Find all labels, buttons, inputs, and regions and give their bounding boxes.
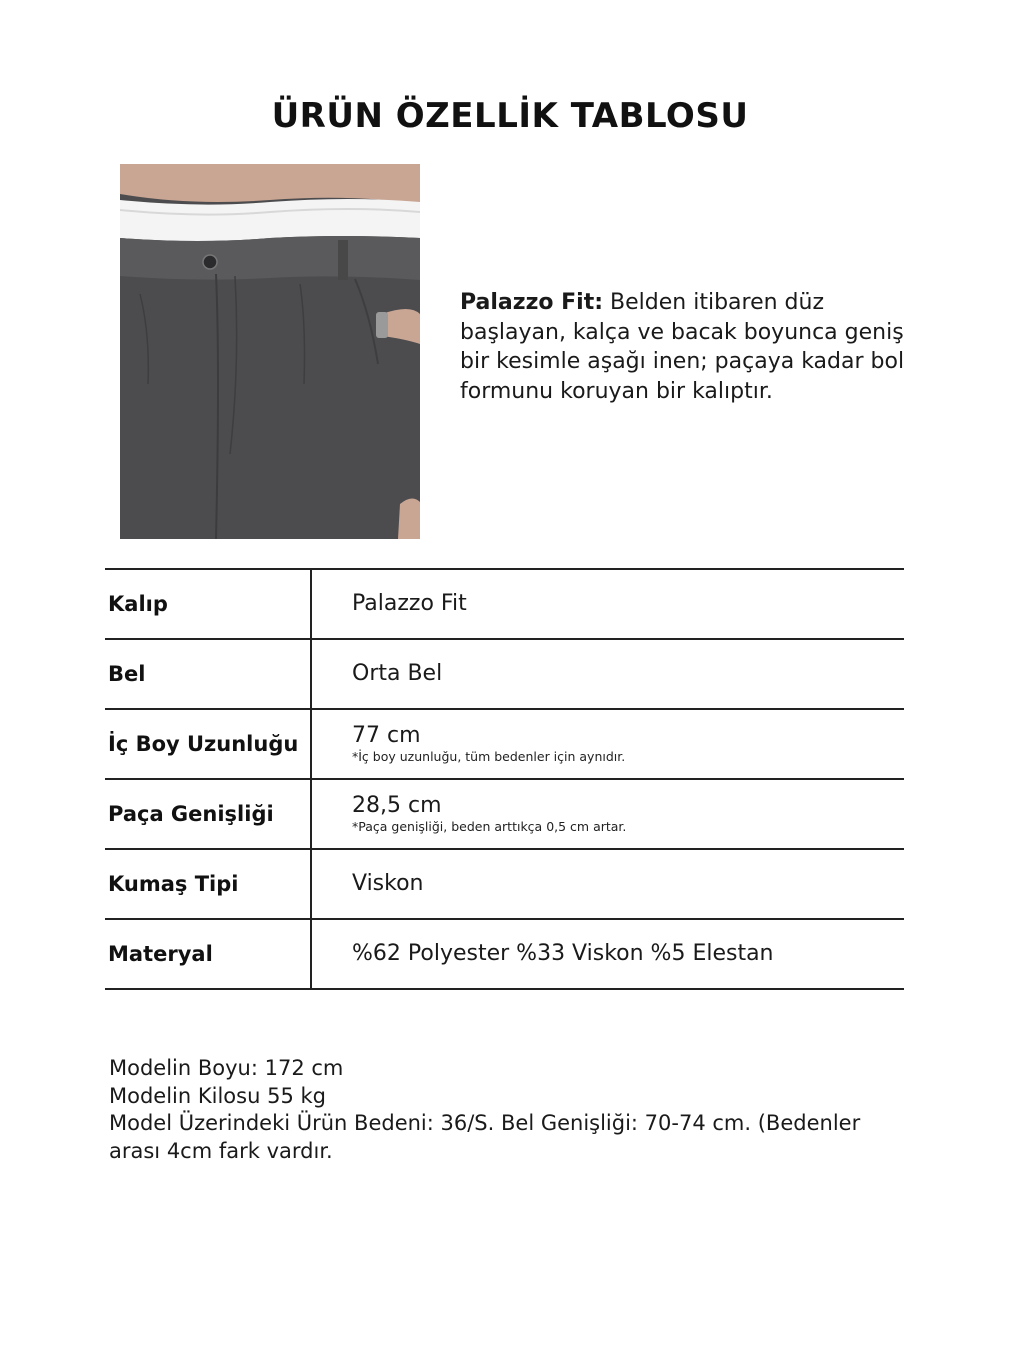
spec-value: Viskon [352, 871, 424, 896]
table-row [105, 709, 904, 779]
button [203, 255, 217, 269]
spec-label: Paça Genişliği [105, 779, 311, 849]
spec-label: Bel [105, 639, 311, 709]
hand [398, 498, 420, 539]
spec-label: İç Boy Uzunluğu [105, 709, 311, 779]
page-title: ÜRÜN ÖZELLİK TABLOSU [271, 96, 749, 136]
spec-table [105, 568, 904, 990]
spec-value-cell [311, 569, 904, 639]
spec-note: *İç boy uzunluğu, tüm bedenler için aynıdır. [352, 749, 626, 764]
model-info [109, 1055, 899, 1165]
bracelet [376, 312, 388, 338]
spec-value-cell [311, 919, 904, 989]
table-row [105, 779, 904, 849]
spec-value-cell [311, 779, 904, 849]
fit-description [460, 288, 930, 406]
spec-value-cell [311, 639, 904, 709]
spec-value-cell [311, 709, 904, 779]
model-weight: Modelin Kilosu 55 kg [109, 1083, 326, 1108]
spec-value: Orta Bel [352, 661, 443, 686]
white-waistband [120, 199, 420, 241]
spec-value: Palazzo Fit [352, 591, 467, 616]
fit-description-term: Palazzo Fit: [460, 290, 604, 315]
fit-description-text: Belden itibaren düz başlayan, kalça ve bacak boyunca geniş bir kesimle aşağı inen; paçaya kadar bol formunu koruyan bir kalıptır. [460, 290, 905, 404]
trousers-illustration [120, 164, 420, 539]
spec-label: Materyal [105, 919, 311, 989]
spec-label: Kumaş Tipi [105, 849, 311, 919]
table-row [105, 569, 904, 639]
spec-value: 77 cm [352, 723, 421, 748]
model-height: Modelin Boyu: 172 cm [109, 1056, 344, 1080]
trouser-waistband [120, 236, 420, 280]
spec-note: *Paça genişliği, beden arttıkça 0,5 cm artar. [352, 819, 627, 834]
spec-value: %62 Polyester %33 Viskon %5 Elestan [352, 941, 774, 966]
model-size: Model Üzerindeki Ürün Bedeni: 36/S. Bel Genişliği: 70-74 cm. (Bedenler arası 4cm fark vardır. [109, 1111, 861, 1163]
table-row [105, 919, 904, 989]
product-photo [120, 164, 420, 539]
spec-label: Kalıp [105, 569, 311, 639]
belt-loop [338, 240, 348, 280]
model-waist-skin [120, 164, 420, 204]
table-row [105, 849, 904, 919]
spec-value: 28,5 cm [352, 793, 442, 818]
spec-value-cell [311, 849, 904, 919]
table-row [105, 639, 904, 709]
